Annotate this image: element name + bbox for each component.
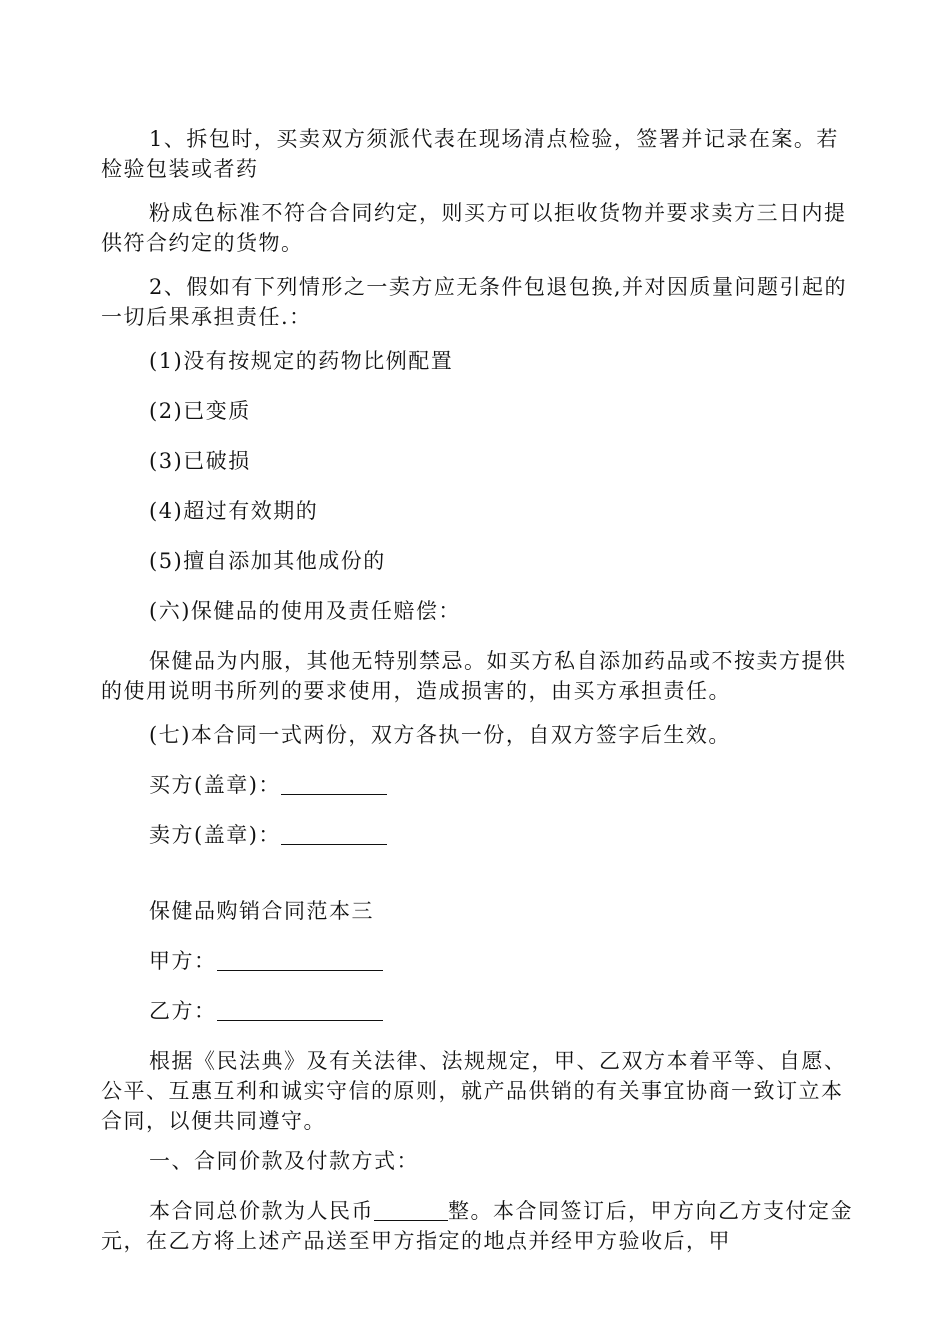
paragraph-legal-basis: 根据《民法典》及有关法律、法规规定，甲、乙双方本着平等、自愿、公平、互惠互利和诚实守信的原则，就产品供销的有关事宜协商一致订立本合同，以便共同遵守。 — [101, 1049, 847, 1133]
buyer-seal-blank — [281, 774, 387, 795]
seller-seal-line — [149, 820, 853, 850]
seller-seal-label: 卖方(盖章)： — [149, 823, 281, 847]
seller-seal-blank — [281, 824, 387, 845]
section-heading-usage: (六)保健品的使用及责任赔偿： — [149, 599, 461, 623]
list-item-damaged: (3)已破损 — [149, 449, 251, 473]
paragraph-unpacking-inspection: 1、拆包时，买卖双方须派代表在现场清点检验，签署并记录在案。若检验包装或者药 — [101, 127, 839, 181]
total-price-blank — [374, 1200, 448, 1221]
party-a-line — [149, 946, 853, 976]
section-heading-price: 一、合同价款及付款方式： — [149, 1149, 419, 1173]
party-b-blank — [217, 1000, 383, 1021]
party-b-line — [149, 996, 853, 1026]
paragraph-color-standard: 粉成色标准不符合合同约定，则买方可以拒收货物并要求卖方三日内提供符合约定的货物。 — [101, 201, 847, 255]
list-item-deteriorated: (2)已变质 — [149, 399, 251, 423]
party-a-label: 甲方： — [149, 949, 217, 973]
list-item-additives: (5)擅自添加其他成份的 — [149, 549, 386, 573]
total-price-suffix: 整。本合同签订后，甲方向乙方支付定金元，在乙方将上述产品送至甲方指定的地点并经甲方验收后，甲 — [101, 1199, 853, 1253]
paragraph-usage-liability: 保健品为内服，其他无特别禁忌。如买方私自添加药品或不按卖方提供的使用说明书所列的要求使用，造成损害的，由买方承担责任。 — [101, 649, 847, 703]
total-price-prefix: 本合同总价款为人民币 — [149, 1199, 374, 1223]
paragraph-return-conditions: 2、假如有下列情形之一卖方应无条件包退包换,并对因质量问题引起的一切后果承担责任.： — [101, 275, 848, 329]
paragraph-copies: (七)本合同一式两份，双方各执一份，自双方签字后生效。 — [149, 723, 731, 747]
buyer-seal-line — [149, 770, 853, 800]
buyer-seal-label: 买方(盖章)： — [149, 773, 281, 797]
party-b-label: 乙方： — [149, 999, 217, 1023]
contract-title: 保健品购销合同范本三 — [149, 899, 374, 923]
list-item-expired: (4)超过有效期的 — [149, 499, 319, 523]
list-item-ratio: (1)没有按规定的药物比例配置 — [149, 349, 454, 373]
party-a-blank — [217, 950, 383, 971]
paragraph-total-price — [101, 1196, 853, 1256]
